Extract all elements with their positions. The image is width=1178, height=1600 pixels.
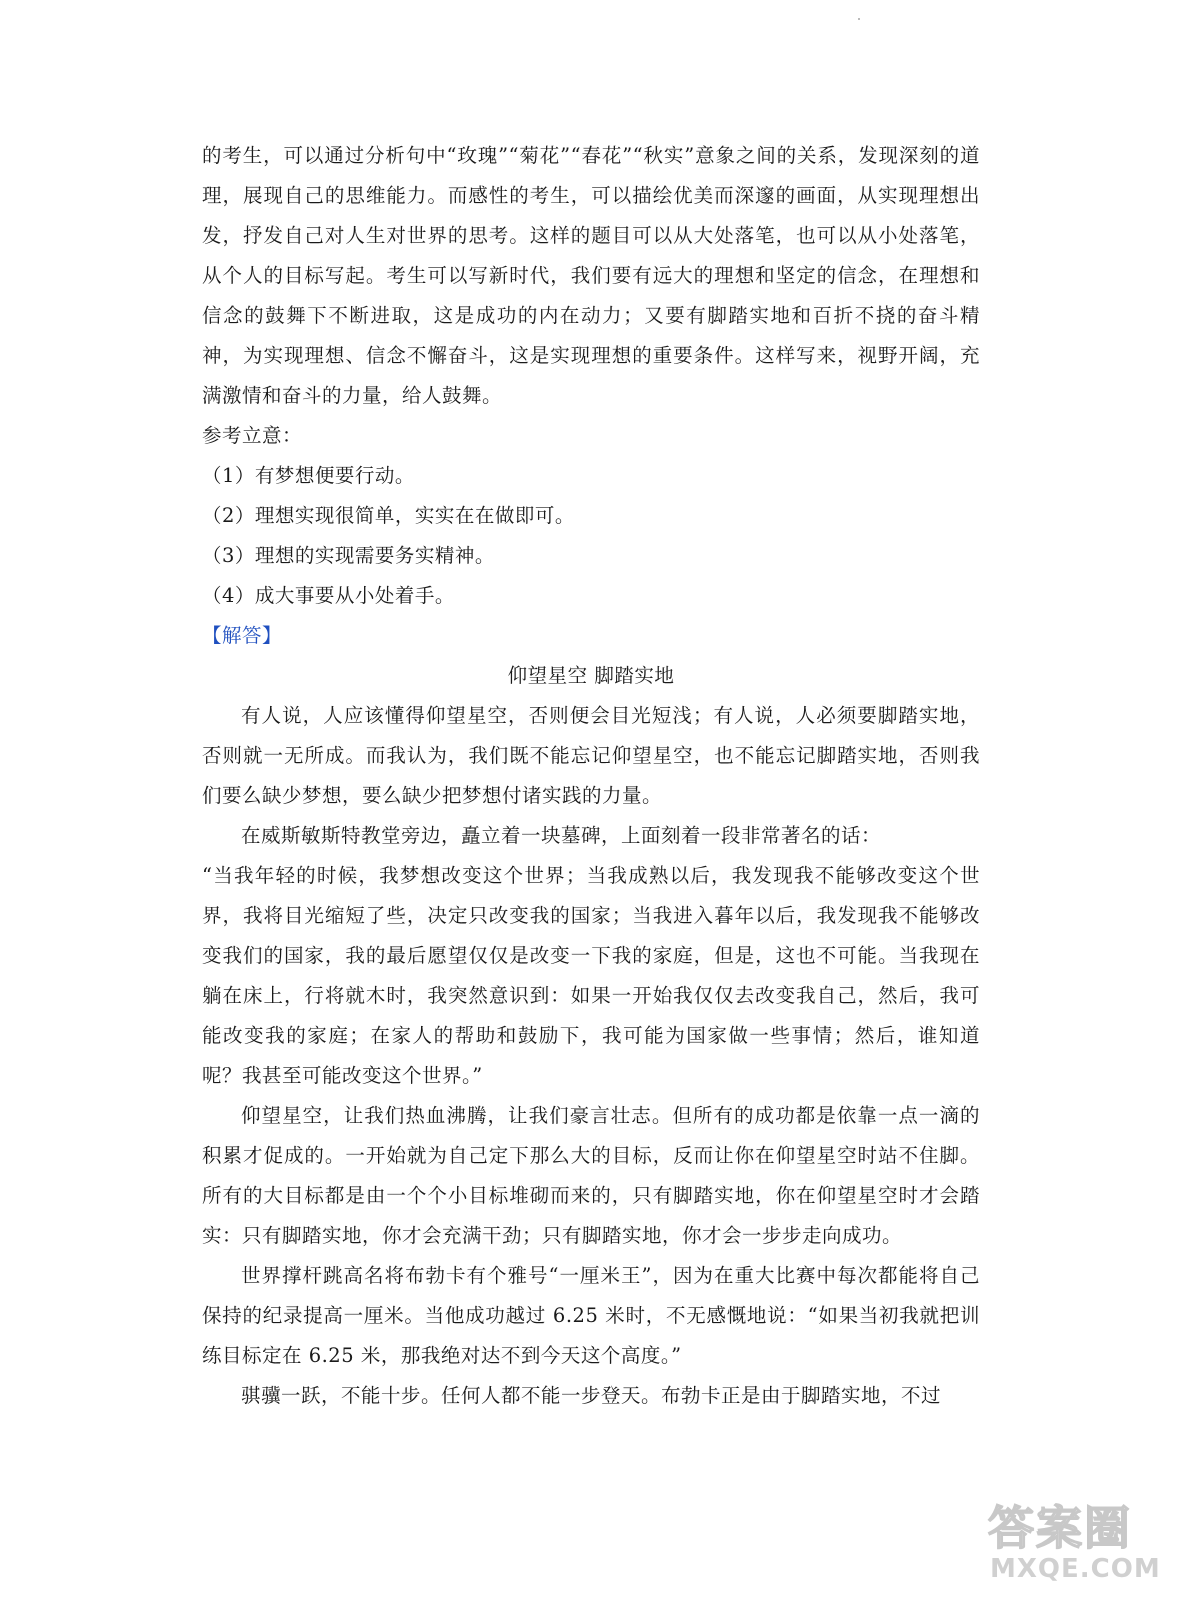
watermark-logo <box>982 1490 1160 1590</box>
document-body <box>202 136 980 1416</box>
essay-paragraph-3: 仰望星空，让我们热血沸腾，让我们豪言壮志。但所有的成功都是依靠一点一滴的积累才促成的。一开始就为自己定下那么大的目标，反而让你在仰望星空时站不住脚。所有的大目标都是由一个个小目标堆砌而来的，只有脚踏实地，你在仰望星空时才会踏实：只有脚踏实地，你才会充满干劲；只有脚踏实地，你才会一步步走向成功。 <box>202 1104 980 1247</box>
reference-item-4: （4）成大事要从小处着手。 <box>202 584 455 607</box>
essay-paragraph-2: 在威斯敏斯特教堂旁边，矗立着一块墓碑，上面刻着一段非常著名的话： <box>241 824 882 847</box>
scan-speck <box>858 18 860 20</box>
essay-paragraph-5: 骐骥一跃，不能十步。任何人都不能一步登天。布勃卡正是由于脚踏实地，不过 <box>241 1384 942 1407</box>
reference-item-3: （3）理想的实现需要务实精神。 <box>202 544 495 567</box>
watermark-url: MXQE.COM <box>990 1554 1161 1584</box>
essay-paragraph-1: 有人说，人应该懂得仰望星空，否则便会目光短浅；有人说，人必须要脚踏实地，否则就一无所成。而我认为，我们既不能忘记仰望星空，也不能忘记脚踏实地，否则我们要么缺少梦想，要么缺少把梦想付诸实践的力量。 <box>202 704 980 807</box>
reference-item-2: （2）理想实现很简单，实实在在做即可。 <box>202 504 575 527</box>
reference-heading: 参考立意： <box>202 424 303 447</box>
reference-item-1: （1）有梦想便要行动。 <box>202 464 415 487</box>
essay-title: 仰望星空 脚踏实地 <box>507 664 675 687</box>
essay-quote: “当我年轻的时候，我梦想改变这个世界；当我成熟以后，我发现我不能够改变这个世界，我将目光缩短了些，决定只改变我的国家；当我进入暮年以后，我发现我不能够改变我们的国家，我的最后愿望仅仅是改变一下我的家庭，但是，这也不可能。当我现在躺在床上，行将就木时，我突然意识到：如果一开始我仅仅去改变我自己，然后，我可能改变我的家庭；在家人的帮助和鼓励下，我可能为国家做一些事情；然后，谁知道呢？我甚至可能改变这个世界。” <box>202 864 980 1087</box>
essay-paragraph-4: 世界撑杆跳高名将布勃卡有个雅号“一厘米王”，因为在重大比赛中每次都能将自己保持的纪录提高一厘米。当他成功越过 6.25 米时，不无感慨地说：“如果当初我就把训练目标定在 6.25 米，那我绝对达不到今天这个高度。” <box>202 1264 980 1367</box>
answer-label: 【解答】 <box>202 624 283 647</box>
analysis-paragraph: 的考生，可以通过分析句中“玫瑰”“菊花”“春花”“秋实”意象之间的关系，发现深刻的道理，展现自己的思维能力。而感性的考生，可以描绘优美而深邃的画面，从实现理想出发，抒发自己对人生对世界的思考。这样的题目可以从大处落笔，也可以从小处落笔，从个人的目标写起。考生可以写新时代，我们要有远大的理想和坚定的信念，在理想和信念的鼓舞下不断进取，这是成功的内在动力；又要有脚踏实地和百折不挠的奋斗精神，为实现理想、信念不懈奋斗，这是实现理想的重要条件。这样写来，视野开阔，充满激情和奋斗的力量，给人鼓舞。 <box>202 144 980 407</box>
watermark-logo-text: 答案圈 <box>988 1501 1132 1555</box>
